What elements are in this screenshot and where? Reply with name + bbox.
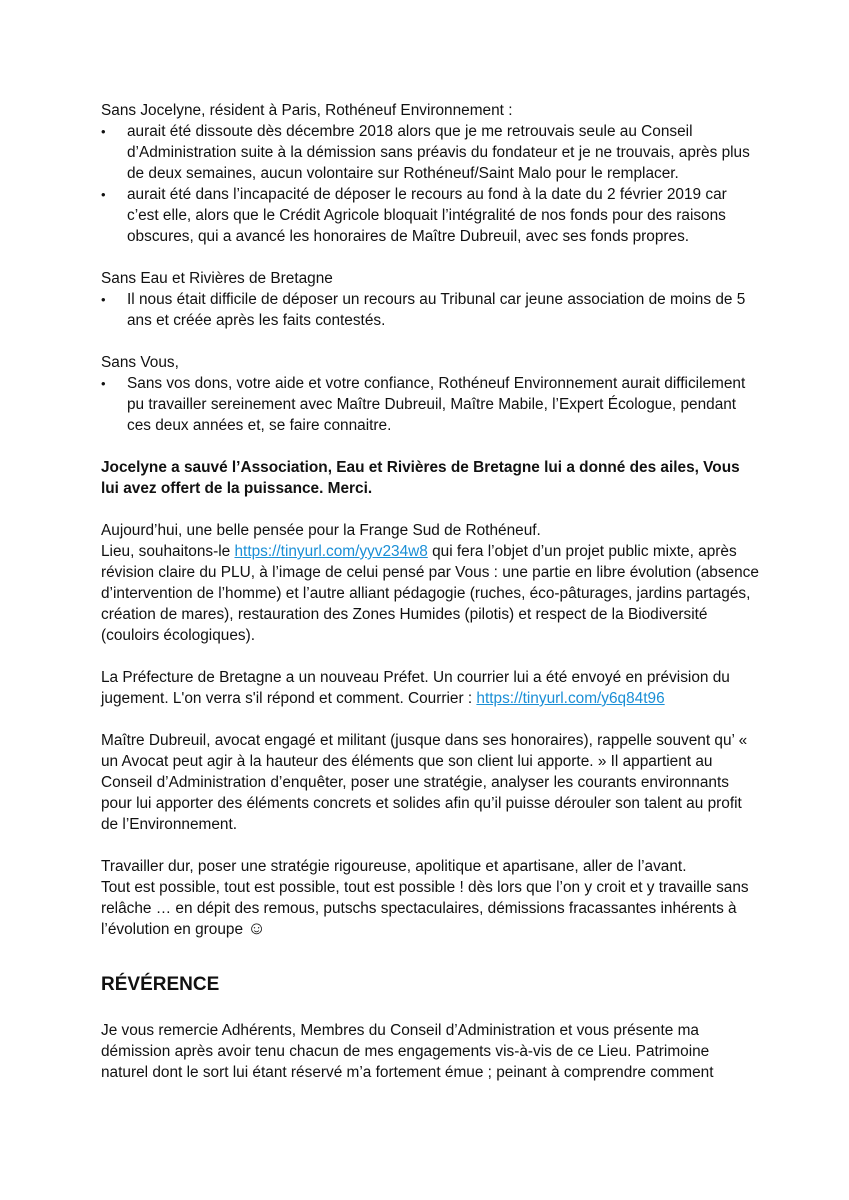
tinyurl-link-courrier[interactable]: https://tinyurl.com/y6q84t96	[476, 690, 665, 707]
work-line: Travailler dur, poser une stratégie rigoureuse, apolitique et apartisane, aller de l’avant.	[101, 858, 687, 875]
bullet-text: aurait été dissoute dès décembre 2018 alors que je me retrouvais seule au Conseil d’Administration suite à la démission sans préavis du fondateur et je ne trouvais, après plus de deux semaines, aucun volontaire sur Rothéneuf/Saint Malo pour le remplacer.	[127, 123, 750, 182]
intro-jocelyne: Sans Jocelyne, résident à Paris, Rothéneuf Environnement :	[101, 102, 513, 119]
thought-line: Aujourd’hui, une belle pensée pour la Frange Sud de Rothéneuf.	[101, 522, 541, 539]
thought-paragraph	[101, 520, 759, 646]
bullet-text: Sans vos dons, votre aide et votre confiance, Rothéneuf Environnement aurait difficilement pu travailler sereinement avec Maître Dubreuil, Maître Mabile, l’Expert Écologue, pendant ces deux années et, se faire connaitre.	[127, 375, 746, 434]
intro-vous: Sans Vous,	[101, 354, 179, 371]
smiley-icon: ☺	[247, 918, 266, 938]
bullet-icon: •	[101, 187, 106, 202]
intro-eau: Sans Eau et Rivières de Bretagne	[101, 270, 333, 287]
section-title: RÉVÉRENCE	[101, 974, 220, 995]
jocelyne-bullet-list	[101, 121, 759, 247]
vous-bullet-list	[101, 373, 759, 436]
bullet-text: aurait été dans l’incapacité de déposer le recours au fond à la date du 2 février 2019 car c’est elle, alors que le Crédit Agricole bloquait l’intégralité de nos fonds pour des raisons obscures, qui a avancé les honoraires de Maître Dubreuil, avec ses fonds propres.	[127, 186, 727, 245]
bullet-icon: •	[101, 124, 106, 139]
eau-bullet-list	[101, 289, 759, 331]
work-paragraph	[101, 856, 759, 940]
work-text: Tout est possible, tout est possible, tout est possible ! dès lors que l’on y croit et y travaille sans relâche … en dépit des remous, putschs spectaculaires, démissions fracassantes inhérents à l’évolution en groupe	[101, 879, 749, 938]
dubreuil-paragraph: Maître Dubreuil, avocat engagé et militant (jusque dans ses honoraires), rappelle souvent qu’ « un Avocat peut agir à la hauteur des éléments que son client lui apporte. » Il appartient au Conseil d’Administration d’enquêter, poser une stratégie, analyser les courants environnants pour lui apporter des éléments concrets et solides afin qu’il puisse dérouler son talent au profit de l’Environnement.	[101, 732, 748, 833]
list-item	[101, 184, 759, 247]
list-item	[101, 289, 759, 331]
thought-text: qui fera l’objet d’un projet public mixte, après révision claire du PLU, à l’image de celui pensé par Vous : une partie en libre évolution (absence d’intervention de l’homme) et l’autre alliant pédagogie (ruches, éco-pâturages, jardins partagés, création de mares), restauration des Zones Humides (pilotis) et respect de la Biodiversité (couloirs écologiques).	[101, 543, 759, 644]
bullet-text: Il nous était difficile de déposer un recours au Tribunal car jeune association de moins de 5 ans et créée après les faits contestés.	[127, 291, 746, 329]
reverence-paragraph: Je vous remercie Adhérents, Membres du Conseil d’Administration et vous présente ma démission après avoir tenu chacun de mes engagements vis-à-vis de ce Lieu. Patrimoine naturel dont le sort lui étant réservé m’a fortement émue ; peinant à comprendre comment	[101, 1022, 714, 1081]
bullet-icon: •	[101, 292, 106, 307]
list-item	[101, 373, 759, 436]
bold-statement: Jocelyne a sauvé l’Association, Eau et Rivières de Bretagne lui a donné des ailes, Vous lui avez offert de la puissance. Merci.	[101, 459, 740, 497]
prefecture-paragraph	[101, 667, 759, 709]
thought-text: Lieu, souhaitons-le	[101, 543, 235, 560]
prefecture-text: La Préfecture de Bretagne a un nouveau Préfet. Un courrier lui a été envoyé en prévision du jugement. L'on verra s'il répond et comment. Courrier :	[101, 669, 730, 707]
bullet-icon: •	[101, 376, 106, 391]
tinyurl-link-project[interactable]: https://tinyurl.com/yyv234w8	[234, 543, 428, 560]
list-item	[101, 121, 759, 184]
